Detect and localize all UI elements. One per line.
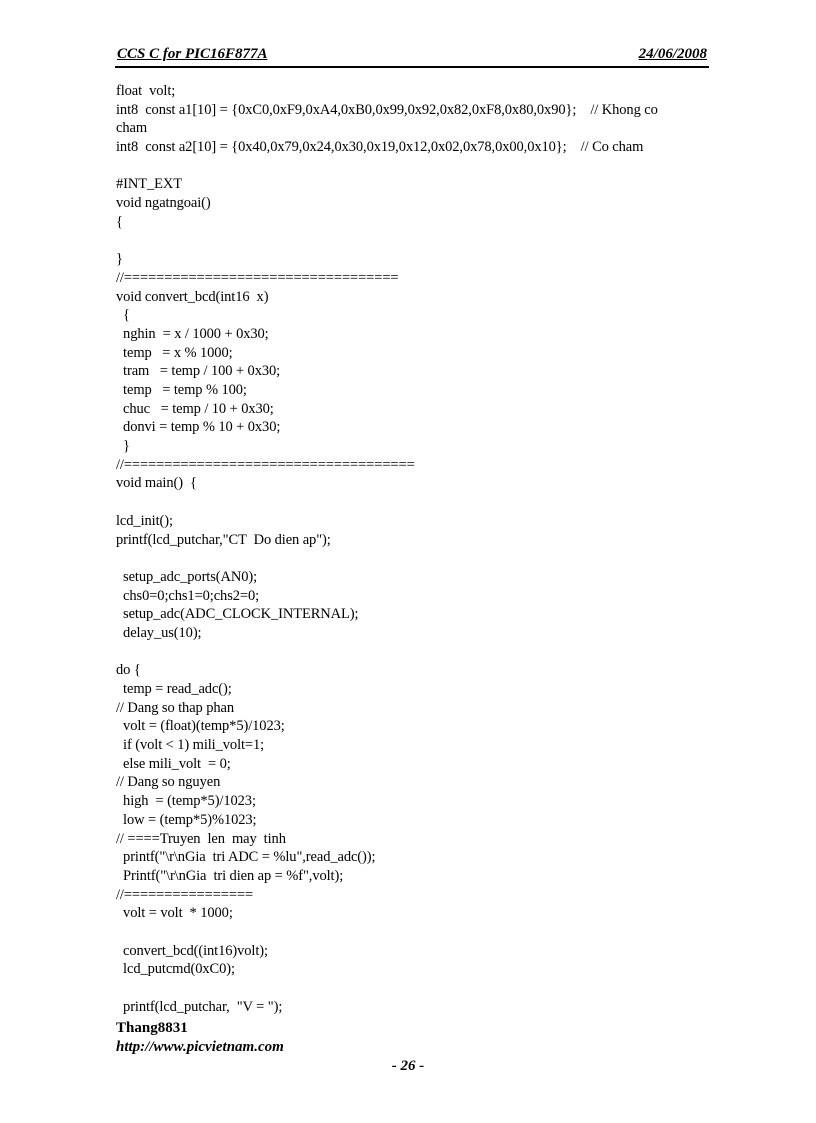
code-line: printf("\r\nGia tri ADC = %lu",read_adc()); [116,849,376,866]
code-line [116,232,756,251]
code-line [116,979,756,998]
code-line: volt = (float)(temp*5)/1023; [116,718,285,735]
code-line: delay_us(10); [116,624,202,641]
code-line: high = (temp*5)/1023; [116,793,256,810]
code-line: void convert_bcd(int16 x) [116,288,269,305]
code-line: if (volt < 1) mili_volt=1; [116,737,265,754]
code-line: float volt; [116,83,176,99]
code-line: #INT_EXT [116,176,183,193]
code-line: temp = x % 1000; [116,344,233,361]
code-line: lcd_init(); [116,512,173,529]
code-line: donvi = temp % 10 + 0x30; [116,419,281,436]
code-line: low = (temp*5)%1023; [116,811,257,828]
code-line: //==================================== [116,456,415,473]
code-line: lcd_putcmd(0xC0); [116,961,235,978]
code-line: void main() { [116,475,197,492]
footer-url: http://www.picvietnam.com [116,1039,284,1055]
header-title: CCS C for PIC16F877A [117,46,268,62]
code-line: temp = read_adc(); [116,681,232,697]
code-line [116,643,756,662]
code-line: else mili_volt = 0; [116,755,231,772]
code-line: setup_adc(ADC_CLOCK_INTERNAL); [116,606,359,623]
code-line: printf(lcd_putchar,"CT Do dien ap"); [116,531,331,548]
code-line: tram = temp / 100 + 0x30; [116,363,281,380]
header-date: 24/06/2008 [638,46,707,62]
code-line: cham [116,120,148,137]
code-line: //================ [116,886,254,903]
code-line: Printf("\r\nGia tri dien ap = %f",volt); [116,867,344,884]
code-line: nghin = x / 1000 + 0x30; [116,325,269,342]
code-line: do { [116,662,141,679]
code-line: int8 const a2[10] = {0x40,0x79,0x24,0x30,0x19,0x12,0x02,0x78,0x00,0x10}; // Co cham [116,139,644,156]
code-line: { [116,213,123,230]
code-line: printf(lcd_putchar, "V = "); [116,998,283,1015]
code-line: chuc = temp / 10 + 0x30; [116,400,274,417]
code-line: setup_adc_ports(AN0); [116,568,258,585]
code-line [116,157,756,176]
code-line: // Dang so nguyen [116,774,221,791]
code-line: // Dang so thap phan [116,699,235,716]
code-line: volt = volt * 1000; [116,905,233,922]
page-header [115,44,709,68]
code-line: } [116,251,123,268]
code-line: //================================== [116,269,399,286]
code-line: temp = temp % 100; [116,382,247,398]
code-line [116,493,756,512]
code-line [116,923,756,942]
code-listing [116,82,756,1016]
code-line: } [116,438,130,455]
code-line: int8 const a1[10] = {0xC0,0xF9,0xA4,0xB0,0x99,0x92,0x82,0xF8,0x80,0x90}; // Khong co [116,101,658,118]
footer-author: Thang8831 [116,1020,188,1036]
code-line: convert_bcd((int16)volt); [116,942,268,959]
code-line: // ====Truyen len may tinh [116,830,286,847]
code-line: chs0=0;chs1=0;chs2=0; [116,587,260,604]
code-line [116,549,756,568]
code-line: { [116,307,130,324]
page-number: - 26 - [391,1058,425,1074]
code-line: void ngatngoai() [116,195,211,212]
